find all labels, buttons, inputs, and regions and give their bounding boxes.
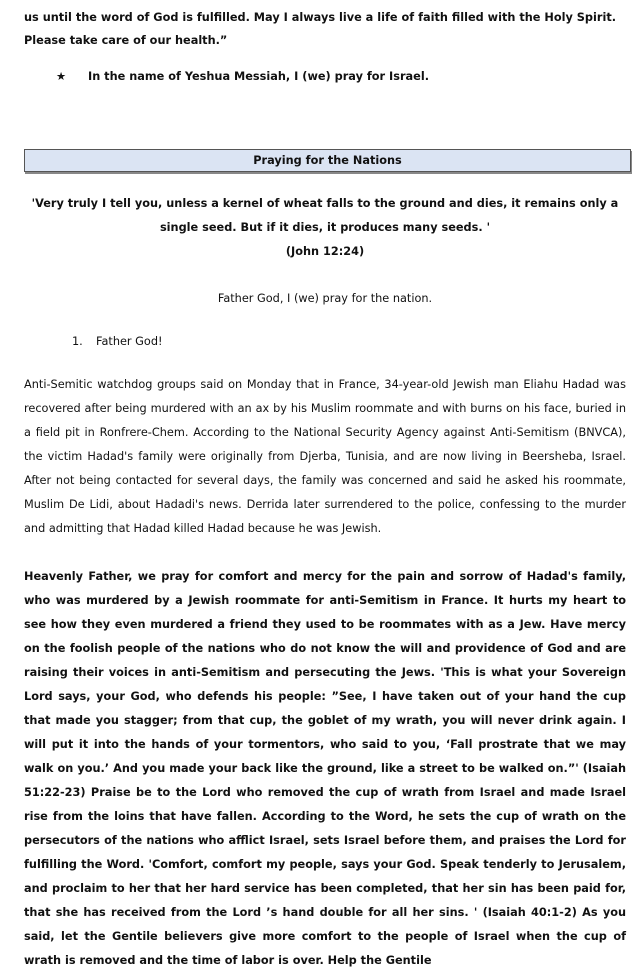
intro-prayer-text: us until the word of God is fulfilled. May I always live a life of faith filled with the Holy Spirit. Please take care of our health.” (24, 11, 617, 47)
news-paragraph: Anti-Semitic watchdog groups said on Monday that in France, 34-year-old Jewish man Eliahu Hadad was recovered after being murdered with an ax by his Muslim roommate and with burns on his face, buried in a field pit in Ronfrere-Chem. According to the National Security Agency against Anti-Semitism (BNVCA), the victim Hadad's family were originally from Djerba, Tunisia, and are now living in Beersheba, Israel. After not being contacted for several days, the family was concerned and said he asked his roommate, Muslim De Lidi, about Hadadi's news. Derrida later surrendered to the police, confessing to the murder and admitting that Hadad killed Hadad because he was Jewish. (24, 378, 626, 535)
star-item-text: In the name of Yeshua Messiah, I (we) pray for Israel. (88, 70, 429, 83)
list-number: 1. (72, 335, 83, 348)
section-title: Praying for the Nations (253, 154, 402, 167)
star-bullet-icon: ★ (56, 70, 67, 83)
list-item-text: Father God! (96, 335, 163, 348)
numbered-list-item (72, 331, 472, 353)
prayer-paragraph: Heavenly Father, we pray for comfort and mercy for the pain and sorrow of Hadad's family, who was murdered by a Jewish roommate for anti-Semitism in France. It hurts my heart to see how they even murdered a friend they used to be roommates with as a Jew. Have mercy on the foolish people of the nations who do not know the will and providence of God and are raising their voices in anti-Semitism and persecuting the Jews. 'This is what your Sovereign Lord says, your God, who defends his people: ”See, I have taken out of your hand the cup that made you stagger; from that cup, the goblet of my wrath, you will never drink again. I will put it into the hands of your tormentors, who said to you, ‘Fall prostrate that we may walk on you.’ And you made your back like the ground, like a street to be walked on.”' (Isaiah 51:22-23) Praise be to the Lord who removed the cup of wrath from Israel and made Israel rise from the loins that have fallen. According to the Word, he sets the cup of wrath on the persecutors of the nations who afflict Israel, sets Israel before them, and praises the Lord for fulfilling the Word. 'Comfort, comfort my people, says your God. Speak tenderly to Jerusalem, and proclaim to her that her hard service has been completed, that her sin has been paid for, that she has received from the Lord ’s hand double for all her sins. ' (Isaiah 40:1-2) As you said, let the Gentile believers give more comfort to the people of Israel when the cup of wrath is removed and the time of labor is over. Help the Gentile (24, 570, 626, 967)
star-list-item (56, 67, 616, 87)
nation-prayer-line: Father God, I (we) pray for the nation. (217, 292, 433, 305)
scripture-verse: 'Very truly I tell you, unless a kernel of wheat falls to the ground and dies, it remains only a single seed. But if it dies, it produces many seeds. ' (31, 197, 619, 234)
scripture-reference: (John 12:24) (285, 245, 365, 258)
section-header (24, 149, 631, 172)
